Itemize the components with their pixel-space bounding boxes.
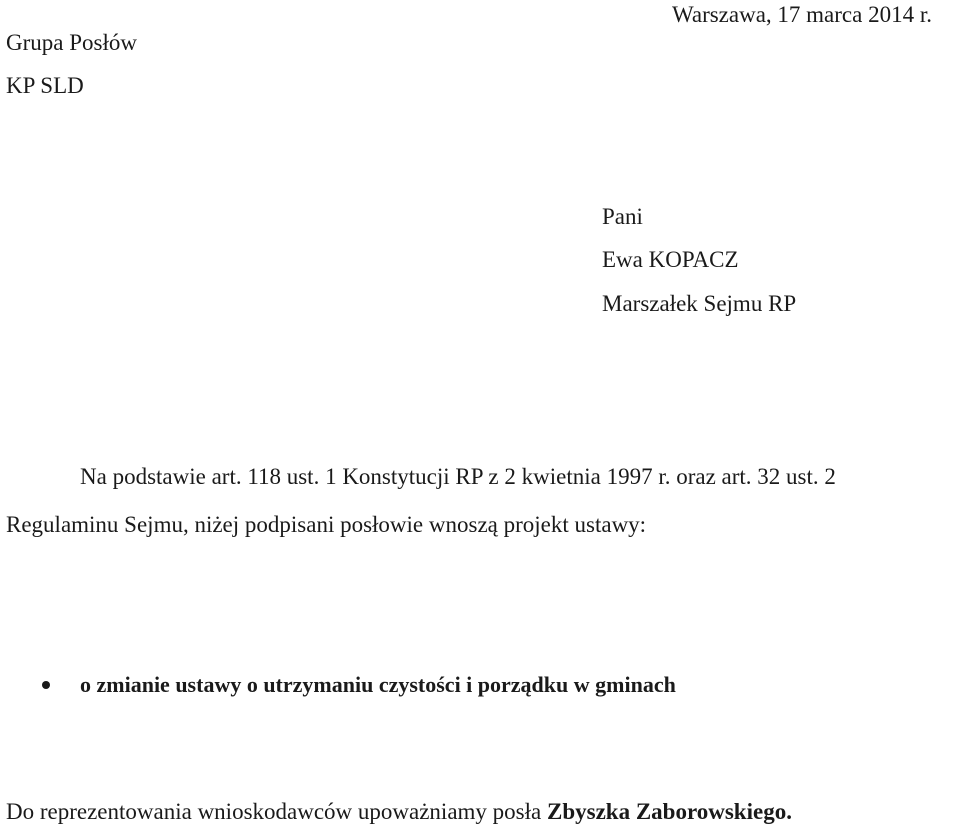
body-paragraph-line-2: Regulaminu Sejmu, niżej podpisani posłowie wnoszą projekt ustawy: <box>6 512 647 537</box>
bullet-icon <box>42 681 50 689</box>
addressee-salutation: Pani <box>602 204 643 229</box>
addressee-title: Marszałek Sejmu RP <box>602 291 797 316</box>
project-title: o zmianie ustawy o utrzymaniu czystości i porządku w gminach <box>80 672 676 697</box>
closing-statement <box>6 800 792 823</box>
letter-date: Warszawa, 17 marca 2014 r. <box>672 2 932 27</box>
representative-name: Zbyszka Zaborowskiego. <box>546 799 792 824</box>
body-paragraph-line-1: Na podstawie art. 118 ust. 1 Konstytucji RP z 2 kwietnia 1997 r. oraz art. 32 ust. 2 <box>80 464 836 489</box>
sender-group-name: Grupa Posłów <box>6 30 137 55</box>
addressee-name: Ewa KOPACZ <box>602 247 739 272</box>
sender-club-name: KP SLD <box>6 73 84 98</box>
closing-text: Do reprezentowania wnioskodawców upoważniamy posła <box>6 799 547 824</box>
